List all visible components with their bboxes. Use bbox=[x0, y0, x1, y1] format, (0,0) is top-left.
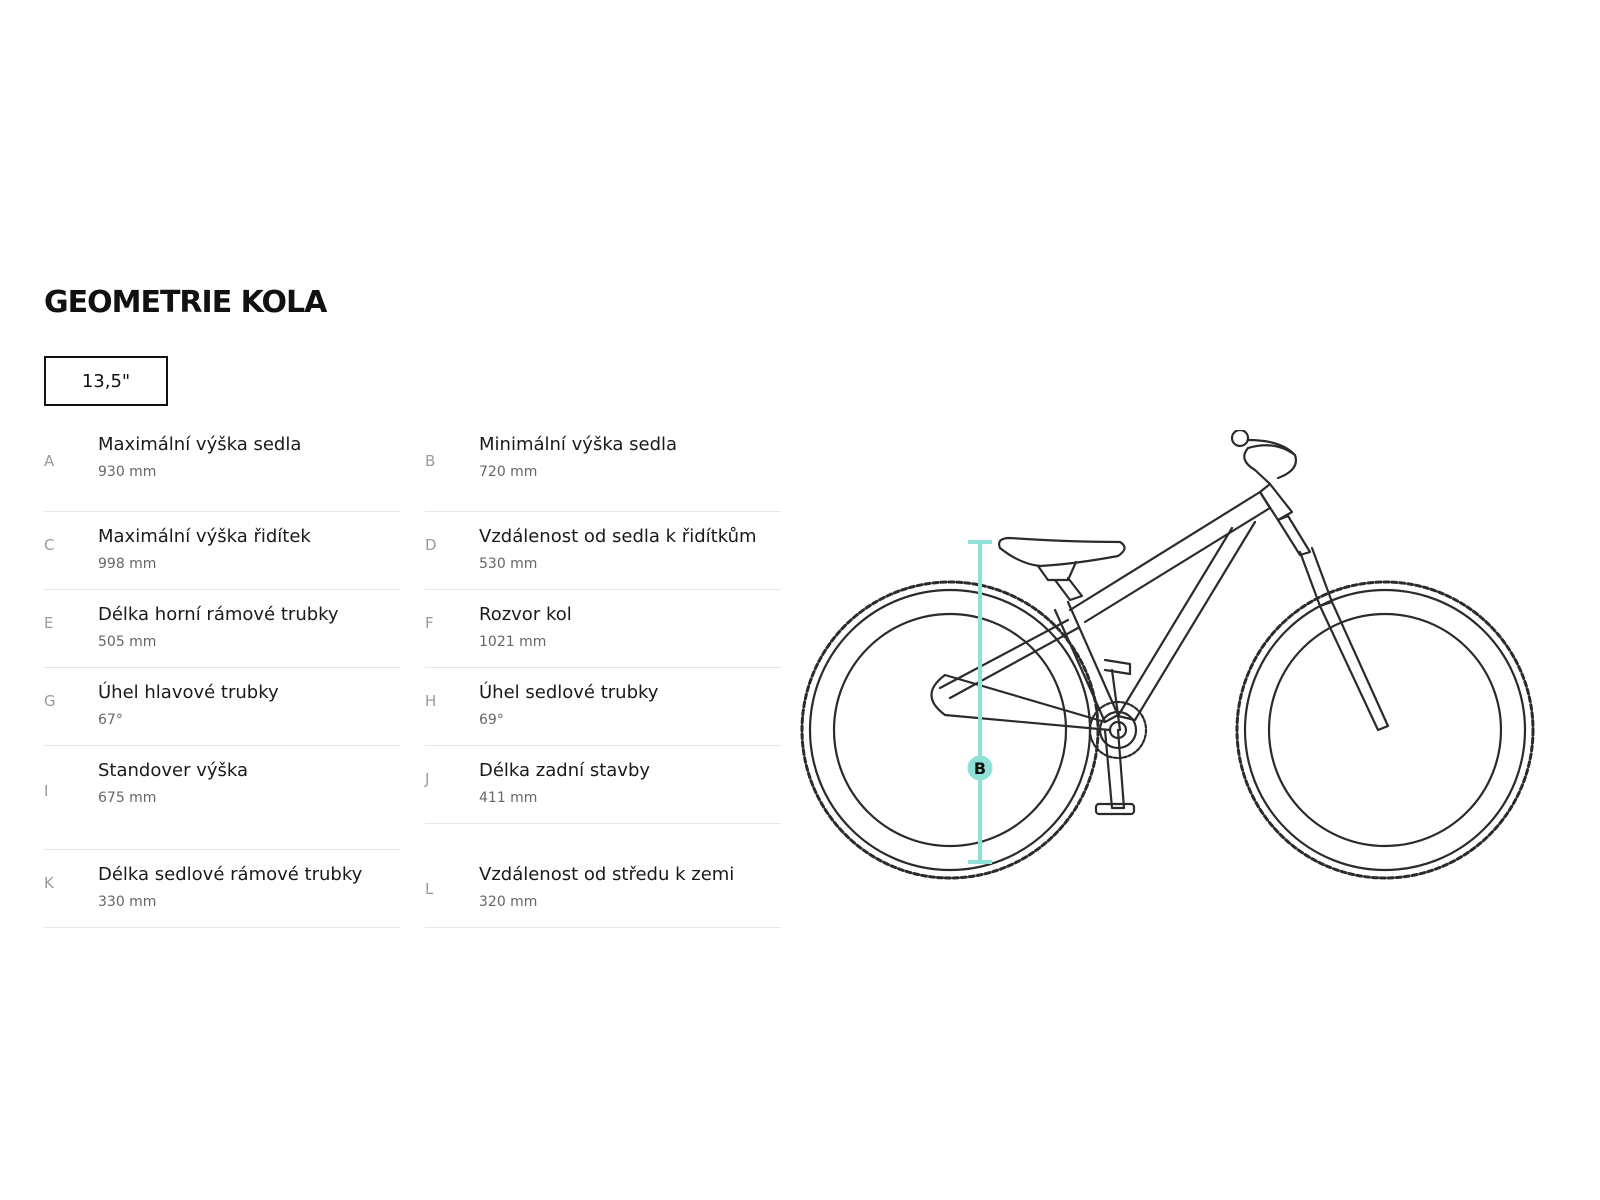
geometry-column-right bbox=[425, 434, 781, 928]
row-value: 530 mm bbox=[479, 556, 538, 572]
row-label: Maximální výška sedla bbox=[98, 434, 302, 455]
row-letter: H bbox=[425, 692, 437, 710]
row-label: Vzdálenost od středu k zemi bbox=[479, 864, 735, 885]
geometry-row bbox=[44, 850, 400, 928]
geometry-row bbox=[44, 746, 400, 850]
row-value: 505 mm bbox=[98, 634, 157, 650]
geometry-row bbox=[425, 434, 781, 512]
handlebar bbox=[1232, 430, 1296, 484]
row-letter: B bbox=[425, 452, 436, 470]
row-value: 67° bbox=[98, 712, 123, 728]
row-letter: F bbox=[425, 614, 434, 632]
row-value: 69° bbox=[479, 712, 504, 728]
row-value: 330 mm bbox=[98, 894, 157, 910]
row-label: Minimální výška sedla bbox=[479, 434, 678, 455]
row-letter: I bbox=[44, 782, 49, 800]
geometry-row bbox=[425, 512, 781, 590]
row-value: 320 mm bbox=[479, 894, 538, 910]
geometry-row bbox=[425, 668, 781, 746]
measurement-b-label: B bbox=[973, 759, 987, 778]
row-value: 720 mm bbox=[479, 464, 538, 480]
geometry-column-left bbox=[44, 434, 400, 928]
row-letter: E bbox=[44, 614, 54, 632]
bike-diagram bbox=[800, 430, 1570, 890]
row-label: Rozvor kol bbox=[479, 604, 572, 625]
row-label: Délka sedlové rámové trubky bbox=[98, 864, 363, 885]
row-value: 1021 mm bbox=[479, 634, 547, 650]
row-value: 998 mm bbox=[98, 556, 157, 572]
geometry-row bbox=[425, 746, 781, 824]
row-label: Standover výška bbox=[98, 760, 249, 781]
row-value: 930 mm bbox=[98, 464, 157, 480]
row-letter: G bbox=[44, 692, 56, 710]
geometry-row bbox=[44, 434, 400, 512]
row-label: Úhel sedlové trubky bbox=[479, 682, 659, 703]
geometry-row bbox=[44, 512, 400, 590]
geometry-row bbox=[425, 824, 781, 928]
row-label: Vzdálenost od sedla k řidítkům bbox=[479, 526, 757, 547]
row-letter: A bbox=[44, 452, 55, 470]
bike-fork bbox=[1260, 484, 1388, 730]
geometry-row bbox=[425, 590, 781, 668]
saddle bbox=[999, 538, 1124, 600]
row-letter: D bbox=[425, 536, 437, 554]
row-letter: C bbox=[44, 536, 55, 554]
row-letter: L bbox=[425, 880, 434, 898]
size-tab-13-5[interactable]: 13,5" bbox=[44, 356, 168, 406]
row-label: Délka zadní stavby bbox=[479, 760, 651, 781]
front-wheel bbox=[1237, 582, 1533, 878]
bike-frame bbox=[932, 492, 1271, 730]
row-label: Úhel hlavové trubky bbox=[98, 682, 279, 703]
geometry-row bbox=[44, 590, 400, 668]
measurement-b bbox=[968, 542, 992, 862]
geometry-row bbox=[44, 668, 400, 746]
row-value: 675 mm bbox=[98, 790, 157, 806]
row-label: Délka horní rámové trubky bbox=[98, 604, 339, 625]
row-value: 411 mm bbox=[479, 790, 538, 806]
row-label: Maximální výška řidítek bbox=[98, 526, 311, 547]
rear-wheel bbox=[802, 582, 1098, 878]
row-letter: J bbox=[425, 770, 430, 788]
row-letter: K bbox=[44, 874, 54, 892]
page-title: GEOMETRIE KOLA bbox=[44, 285, 327, 320]
